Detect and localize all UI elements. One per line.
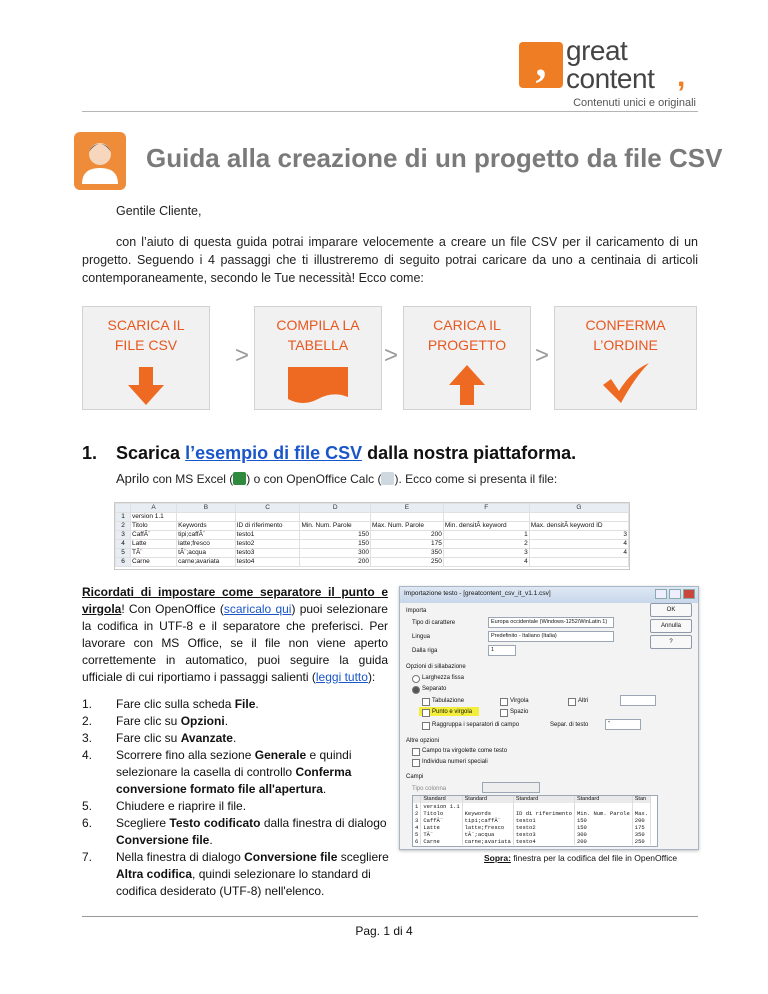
preview-row (413, 810, 650, 817)
special-numbers-label: Individua numeri speciali (422, 759, 488, 765)
import-text-dialog (399, 586, 699, 850)
list-text-bold: Altra codifica (116, 867, 193, 881)
preview-cell: 3 (413, 817, 421, 824)
preview-cell: Max. (632, 810, 650, 817)
space-label: Spazio (510, 709, 529, 715)
preview-column-header[interactable]: Standard (574, 796, 632, 803)
sheet-column-header: F (443, 504, 529, 513)
window-controls (655, 589, 695, 599)
caption-text: finestra per la codifica del file in OpenOffice (510, 853, 678, 863)
csv-example-link[interactable]: l’esempio di file CSV (185, 443, 363, 463)
preview-header-row (413, 796, 650, 803)
caption-bold: Sopra: (484, 853, 511, 863)
preview-cell: testo1 (513, 817, 574, 824)
logo-mark: , (519, 42, 563, 88)
preview-cell (574, 803, 632, 810)
sheet-cell: carne;avariata (177, 558, 236, 567)
list-text-part: Scegliere (116, 816, 170, 830)
step-label: CONFERMA L’ORDINE (585, 317, 666, 353)
list-text-part: dalla finestra di dialogo (260, 816, 387, 830)
list-text-part: . (224, 714, 229, 728)
sheet-row (116, 549, 629, 558)
other-separator-input[interactable] (620, 695, 656, 706)
list-text-part: Fare clic su (116, 714, 181, 728)
list-text-bold: Avanzate (180, 731, 233, 745)
list-item (82, 747, 390, 798)
tab-checkbox[interactable] (422, 698, 430, 706)
preview-cell: 5 (413, 831, 421, 838)
sheet-cell: Min. densitÃ keyword (443, 522, 529, 531)
preview-cell: 300 (574, 831, 632, 838)
sheet-cell: testo2 (235, 540, 300, 549)
list-item (82, 730, 390, 747)
preview-cell: version 1.1 (421, 803, 462, 810)
sheet-cell: latte;fresco (177, 540, 236, 549)
list-text-part: . (209, 833, 213, 847)
sheet-cell: 4 (529, 549, 628, 558)
list-number: 5. (82, 799, 93, 813)
sheet-cell (235, 513, 300, 522)
preview-cell: 1 (413, 803, 421, 810)
ms-office-steps-list (82, 696, 390, 900)
read-more-link[interactable]: leggi tutto (315, 670, 368, 684)
preview-row (413, 817, 650, 824)
sheet-cell: 175 (370, 540, 443, 549)
quoted-as-text-checkbox[interactable] (412, 748, 420, 756)
chevron-1: > (235, 342, 250, 369)
openoffice-download-link[interactable]: scaricalo qui (223, 602, 292, 616)
text-delimiter-select[interactable]: " (605, 719, 641, 730)
section-title-end: dalla nostra piattaforma. (362, 443, 577, 463)
dialog-title: Importazione testo - [greatcontent_csv_it_v1.1.csv] (400, 587, 698, 603)
preview-cell: TÃ¨ (421, 831, 462, 838)
preview-cell: latte;fresco (462, 824, 513, 831)
sheet-cell: 5 (116, 549, 131, 558)
sheet-row (116, 522, 629, 531)
document-icon (286, 365, 350, 405)
merge-delimiters-label: Raggruppa i separatori di campo (432, 722, 520, 728)
step-compile (254, 306, 382, 410)
sheet-cell: 200 (300, 558, 371, 567)
list-text-bold: File (234, 697, 256, 711)
preview-cell: 350 (632, 831, 650, 838)
sheet-cell: Titolo (131, 522, 177, 531)
separated-label: Separato (422, 686, 447, 692)
list-item (82, 713, 390, 730)
sheet-header-row (116, 504, 629, 513)
sheet-column-header: E (370, 504, 443, 513)
other-label: Altri (578, 698, 589, 704)
other-checkbox[interactable] (568, 698, 576, 706)
intro-paragraph: con l’aiuto di questa guida potrai imparare velocemente a creare un file CSV per il caricamento di un progetto. Seguendo i 4 passaggi che ti illustreremo di seguito potrai caricare da uno a centinaia di articoli contemporaneamente, secondo le Tue necessità! Ecco come: (82, 235, 698, 285)
fixed-width-label: Larghezza fissa (422, 675, 465, 681)
preview-column-header[interactable]: Standard (513, 796, 574, 803)
sheet-column-header: C (235, 504, 300, 513)
maximize-icon[interactable] (669, 589, 681, 599)
list-text-part: , quindi selezionare lo standard di codifica desiderato (UTF-8) nell'elenco. (116, 867, 371, 898)
header-divider (82, 111, 698, 112)
sheet-cell: testo3 (235, 549, 300, 558)
column-type-select[interactable] (482, 782, 540, 793)
sheet-cell: 4 (443, 558, 529, 567)
sheet-cell: 4 (529, 540, 628, 549)
sheet-cell: 4 (116, 540, 131, 549)
preview-cell: 150 (574, 817, 632, 824)
list-text-part: . (255, 697, 259, 711)
sheet-column-header (116, 504, 131, 513)
sheet-cell: Max. Num. Parole (370, 522, 443, 531)
semicolon-checkbox[interactable] (422, 709, 430, 717)
step-confirm (554, 306, 697, 410)
sheet-cell: tÃ¨;acqua (177, 549, 236, 558)
sheet-cell: 1 (116, 513, 131, 522)
sheet-cell: Latte (131, 540, 177, 549)
tab-label: Tabulazione (432, 698, 465, 704)
fields-label: Campi (406, 774, 424, 780)
preview-cell (632, 803, 650, 810)
list-item (82, 696, 390, 713)
list-text (116, 696, 390, 713)
sheet-row (116, 540, 629, 549)
sheet-cell: 3 (116, 531, 131, 540)
sheet-cell (529, 558, 628, 567)
sheet-cell: 1 (443, 531, 529, 540)
sheet-cell: TÃ¨ (131, 549, 177, 558)
sheet-cell: tipi;caffÃ¨ (177, 531, 236, 540)
preview-cell: 250 (632, 838, 650, 845)
user-avatar-icon (74, 132, 126, 190)
preview-cell: 4 (413, 824, 421, 831)
list-item (82, 798, 390, 815)
logo-word-great: great (566, 35, 628, 66)
sheet-column-header: D (300, 504, 371, 513)
preview-cell: 200 (574, 838, 632, 845)
comma-checkbox[interactable] (500, 698, 508, 706)
sheet-cell: CaffÃ¨ (131, 531, 177, 540)
list-number: 1. (82, 697, 93, 711)
list-text-bold: Conversione file (116, 833, 210, 847)
list-text-bold: Opzioni (180, 714, 225, 728)
list-text (116, 713, 390, 730)
sheet-cell: 6 (116, 558, 131, 567)
down-arrow-icon (128, 367, 164, 405)
sheet-cell: testo4 (235, 558, 300, 567)
preview-cell: Latte (421, 824, 462, 831)
preview-cell (513, 803, 574, 810)
preview-cell: carne;avariata (462, 838, 513, 845)
preview-column-header[interactable]: Standard (421, 796, 462, 803)
merge-delimiters-checkbox[interactable] (422, 722, 430, 730)
sheet-row (116, 558, 629, 567)
section-title-start: Scarica (116, 443, 186, 463)
fixed-width-radio[interactable] (412, 675, 420, 683)
from-row-input[interactable]: 1 (488, 645, 516, 656)
preview-cell: 150 (574, 824, 632, 831)
ok-button[interactable]: OK (650, 603, 692, 617)
sheet-cell: 2 (116, 522, 131, 531)
reminder-bold: Ricordati di impostare come separatore il punto e virgola (82, 585, 388, 616)
sheet-cell: 2 (443, 540, 529, 549)
preview-cell: Carne (421, 838, 462, 845)
sheet-row (116, 531, 629, 540)
list-text-part: Fare clic sulla scheda (116, 697, 235, 711)
preview-cell: tipi;caffÃ¨ (462, 817, 513, 824)
sheet-cell: Keywords (177, 522, 236, 531)
list-text-bold: Testo codificato (169, 816, 261, 830)
page-number: Pag. 1 di 4 (355, 924, 413, 938)
preview-cell: 6 (413, 838, 421, 845)
sheet-cell: 150 (300, 531, 371, 540)
list-text-part: scegliere (337, 850, 389, 864)
sheet-cell: ID di riferimento (235, 522, 300, 531)
minimize-icon[interactable] (655, 589, 667, 599)
sheet-cell: 150 (300, 540, 371, 549)
import-preview-grid (412, 795, 658, 847)
list-text-bold: Conferma conversione formato file all'apertura (116, 765, 352, 796)
sheet-cell (370, 513, 443, 522)
preview-row (413, 831, 650, 838)
greeting: Gentile Cliente, (116, 204, 202, 218)
step-label: SCARICA IL FILE CSV (107, 317, 185, 353)
list-text-part: . (322, 782, 327, 796)
up-arrow-icon (449, 365, 485, 405)
list-number: 7. (82, 850, 93, 864)
section-title (116, 441, 576, 465)
list-item (82, 815, 390, 849)
sheet-cell: 3 (443, 549, 529, 558)
section-number: 1. (82, 443, 98, 463)
spreadsheet-preview (114, 502, 630, 570)
sheet-cell (443, 513, 529, 522)
preview-cell: 2 (413, 810, 421, 817)
preview-row (413, 803, 650, 810)
preview-cell: Titolo (421, 810, 462, 817)
preview-cell: testo4 (513, 838, 574, 845)
preview-cell: testo2 (513, 824, 574, 831)
sheet-column-header: A (131, 504, 177, 513)
list-text-part: . (232, 731, 237, 745)
sheet-cell: version 1.1 (131, 513, 177, 522)
space-checkbox[interactable] (500, 709, 508, 717)
sheet-column-header: G (529, 504, 628, 513)
list-number: 3. (82, 731, 93, 745)
charset-label: Tipo di carattere (412, 620, 456, 626)
comma-label: Virgola (510, 698, 529, 704)
list-text (116, 747, 390, 798)
other-options-label: Altre opzioni (406, 738, 440, 744)
separator-options-label: Opzioni di sillabazione (406, 664, 466, 670)
preview-cell: 200 (632, 817, 650, 824)
list-number: 2. (82, 714, 93, 728)
sheet-cell: 250 (370, 558, 443, 567)
step-upload (403, 306, 531, 410)
sheet-cell: Carne (131, 558, 177, 567)
help-button[interactable]: ? (650, 635, 692, 649)
step-label: CARICA IL PROGETTO (427, 317, 507, 353)
sheet-column-header: B (177, 504, 236, 513)
sheet-cell: Max. densitÃ keyword ID (529, 522, 628, 531)
preview-cell: Keywords (462, 810, 513, 817)
list-text-bold: Generale (254, 748, 307, 762)
excel-icon (233, 472, 246, 485)
list-item (82, 849, 390, 900)
semicolon-label: Punto e virgola (432, 709, 473, 715)
checkmark-icon (601, 363, 651, 405)
preview-cell: Min. Num. Parole (574, 810, 632, 817)
preview-cell: ID di riferimento (513, 810, 574, 817)
list-text-part: Chiudere e riaprire il file. (116, 799, 247, 813)
list-text-part: e quindi selezionare la casella di controllo (116, 748, 352, 779)
open-text-4: ). Ecco come si presenta il file: (394, 472, 558, 486)
sheet-cell: 350 (370, 549, 443, 558)
sheet-cell (529, 513, 628, 522)
reminder-paragraph (82, 584, 388, 686)
cancel-button[interactable]: Annulla (650, 619, 692, 633)
list-text-part: Nella finestra di dialogo (116, 850, 245, 864)
preview-cell: testo3 (513, 831, 574, 838)
list-text-bold: Conversione file (244, 850, 338, 864)
quoted-as-text-label: Campo tra virgolette come testo (422, 748, 508, 754)
reminder-text-3: ): (367, 670, 376, 684)
special-numbers-checkbox[interactable] (412, 759, 420, 767)
open-instructions (116, 470, 557, 488)
preview-column-header[interactable]: Standard (462, 796, 513, 803)
preview-cell: 175 (632, 824, 650, 831)
sheet-cell (300, 513, 371, 522)
charset-select[interactable]: Europa occidentale (Windows-1252/WinLatin 1) (488, 617, 614, 628)
chevron-3: > (535, 342, 550, 369)
sheet-row (116, 513, 629, 522)
text-delimiter-label: Separ. di testo (550, 722, 589, 728)
close-icon[interactable] (683, 589, 695, 599)
separated-radio[interactable] (412, 686, 420, 694)
list-number: 6. (82, 816, 93, 830)
sheet-cell: testo1 (235, 531, 300, 540)
sheet-cell: 3 (529, 531, 628, 540)
sheet-cell: 200 (370, 531, 443, 540)
import-group-label: Importa (406, 608, 427, 614)
logo-comma: , (677, 60, 686, 93)
page-title: Guida alla creazione di un progetto da file CSV (146, 143, 723, 173)
open-text-2: con MS Excel ( (149, 472, 234, 486)
language-label: Lingua (412, 634, 431, 640)
reminder-text-1: ! Con OpenOffice ( (121, 602, 224, 616)
preview-column-header[interactable]: Stan (632, 796, 650, 803)
list-text-part: Fare clic su (116, 731, 181, 745)
list-text (116, 798, 390, 815)
preview-cell (462, 803, 513, 810)
logo-word-content: content (566, 63, 655, 94)
reminder-text-2: ) puoi selezionare la codifica in UTF-8 e il separatore che preferisci. Per lavorare con MS Office, se il file non viene aperto correttemente in automatico, puoi seguire la guida ufficiale di cui riportiamo i passaggi salienti ( (82, 602, 388, 684)
preview-row (413, 824, 650, 831)
sheet-cell (177, 513, 236, 522)
list-text (116, 849, 390, 900)
step-download (82, 306, 210, 410)
preview-cell: CaffÃ¨ (421, 817, 462, 824)
open-text-3: ) o con OpenOffice Calc ( (246, 472, 382, 486)
preview-row (413, 838, 650, 845)
column-type-label: Tipo colonna (412, 786, 447, 792)
list-text (116, 730, 390, 747)
list-number: 4. (82, 748, 93, 762)
list-text-part: Scorrere fino alla sezione (116, 748, 255, 762)
dialog-caption (484, 853, 677, 864)
step-label: COMPILA LA TABELLA (276, 317, 360, 353)
from-row-label: Dalla riga (412, 648, 438, 654)
footer-divider (82, 916, 698, 917)
openoffice-calc-icon (381, 472, 394, 485)
sheet-cell: Min. Num. Parole (300, 522, 371, 531)
chevron-2: > (384, 342, 399, 369)
logo-tagline: Contenuti unici e originali (573, 97, 696, 109)
language-select[interactable]: Predefinito - Italiano (Italia) (488, 631, 614, 642)
open-text-1: Aprilo (116, 471, 150, 486)
preview-cell: tÃ¨;acqua (462, 831, 513, 838)
preview-column-header[interactable] (413, 796, 421, 803)
list-text (116, 815, 390, 849)
sheet-cell: 300 (300, 549, 371, 558)
